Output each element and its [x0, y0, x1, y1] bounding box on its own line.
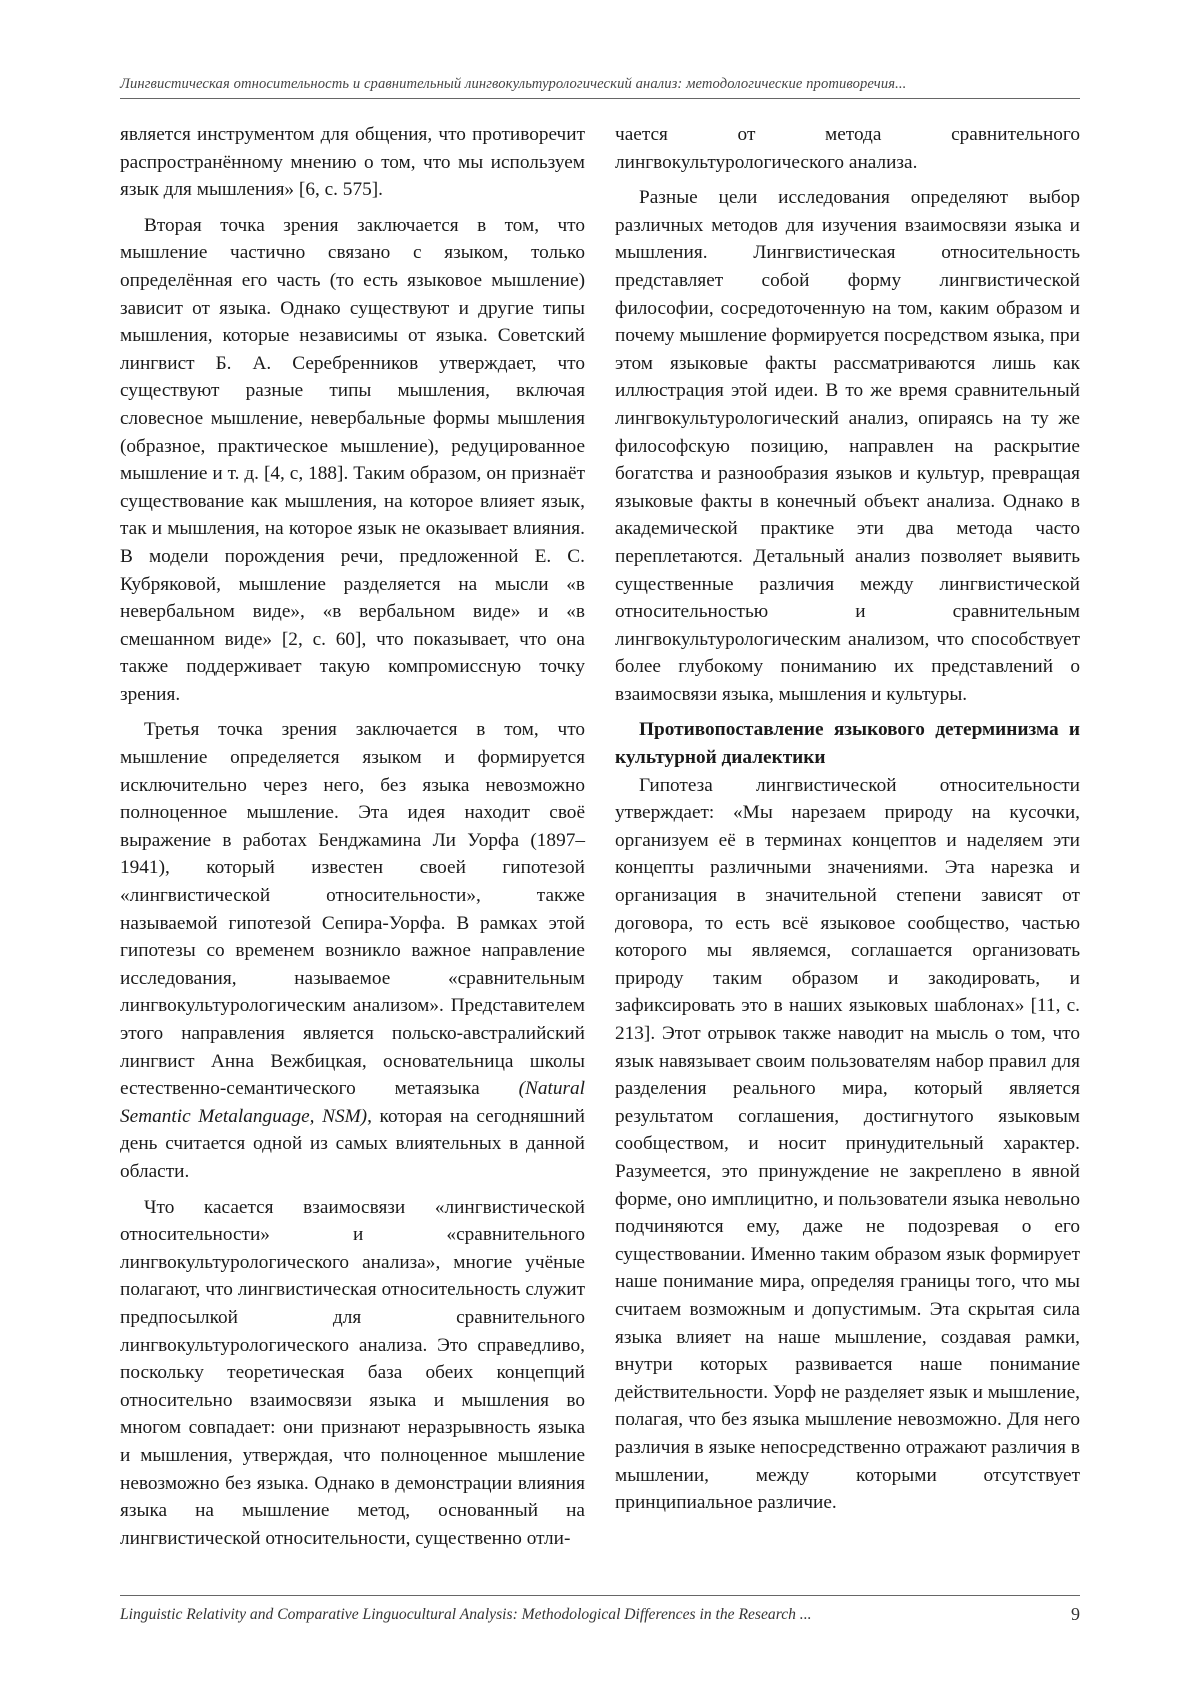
left-paragraph-1: является инструментом для общения, что противоречит распространённому мнению о том, что мы используем язык для мышления» [6, с. 575]. — [120, 124, 585, 201]
section-heading: Противопоставление языкового детерминизма и культурной диалектики — [615, 719, 1080, 769]
right-paragraph-1: чается от метода сравнительного лингвокультурологического анализа. — [615, 124, 1080, 173]
right-column — [615, 121, 1080, 1517]
page-footer — [120, 1595, 1080, 1624]
right-paragraph-2: Разные цели исследования определяют выбор различных методов для изучения взаимосвязи языка и мышления. Лингвистическая относительность представляет собой форму лингвистической философии, сосредоточенную на том, каким образом и почему мышление формируется посредством языка, при этом языковые факты рассматриваются лишь как иллюстрация этой идеи. В то же время сравнительный лингвокультурологический анализ, опираясь на ту же философскую позицию, направлен на раскрытие богатства и разнообразия языков и культур, превращая языковые факты в конечный объект анализа. Однако в академической практике эти два метода часто переплетаются. Детальный анализ позволяет выявить существенные различия между лингвистической относительностью и сравнительным лингвокультурологическим анализом, что способствует более глубокому пониманию их представлений о взаимосвязи языка, мышления и культуры. — [615, 187, 1080, 705]
footer-english-title: Linguistic Relativity and Comparative Linguocultural Analysis: Methodological Differences in the Research ... — [120, 1606, 812, 1623]
left-paragraph-3-text-b: , которая на сегодняшний день считается одной из самых влиятельных в данной области. — [120, 1105, 585, 1182]
right-paragraph-3: Гипотеза лингвистической относительности утверждает: «Мы нарезаем природу на кусочки, организуем её в терминах концептов и наделяем эти концепты различными значениями. Эта нарезка и организация в значительной степени зависят от договора, то есть всё языковое сообщество, частью которого мы являемся, соглашается организовать природу таким образом и закодировать, и зафиксировать это в наших языковых шаблонах» [11, с. 213]. Этот отрывок также наводит на мысль о том, что язык навязывает своим пользователям набор правил для разделения реального мира, который является результатом соглашения, достигнутого языковым сообществом, и носит принудительный характер. Разумеется, это принуждение не закреплено в явной форме, оно имплицитно, и пользователи языка невольно подчиняются ему, даже не подозревая о его существовании. Именно таким образом язык формирует наше понимание мира, определяя границы того, что мы считаем возможным и допустимым. Эта скрытая сила языка влияет на наше мышление, создавая рамки, внутри которых развивается наше понимание действительности. Уорф не разделяет язык и мышление, полагая, что без языка мышление невозможно. Для него различия в языке непосредственно отражают различия в мышлении, между которыми отсутствует принципиальное различие. — [615, 774, 1080, 1514]
left-paragraph-2: Вторая точка зрения заключается в том, что мышление частично связано с языком, только определённая его часть (то есть языковое мышление) зависит от языка. Однако существуют и другие типы мышления, которые независимы от языка. Советский лингвист Б. А. Серебренников утверждает, что существуют разные типы мышления, включая словесное мышление, невербальные формы мышления (образное, практическое мышление), редуцированное мышление и т. д. [4, с, 188]. Таким образом, он признаёт существование как мышления, на которое влияет язык, так и мышления, на которое язык не оказывает влияния. В модели порождения речи, предложенной Е. С. Кубряковой, мышление разделяется на мысли «в невербальном виде», «в вербальном виде» и «в смешанном виде» [2, с. 60], что показывает, что она также поддерживает такую компромиссную точку зрения. — [120, 214, 585, 705]
running-header: Лингвистическая относительность и сравнительный лингвокультурологический анализ: методологические противоречия... — [120, 76, 1080, 99]
left-paragraph-3 — [120, 716, 585, 1185]
left-paragraph-4: Что касается взаимосвязи «лингвистической относительности» и «сравнительного лингвокультурологического анализа», многие учёные полагают, что лингвистическая относительность служит предпосылкой для сравнительного лингвокультурологического анализа. Это справедливо, поскольку теоретическая база обеих концепций относительно взаимосвязи языка и мышления во многом совпадает: они признают неразрывность языка и мышления, утверждая, что полноценное мышление невозможно без языка. Однако в демонстрации влияния языка на мышление метод, основанный на лингвистической относительности, существенно отли- — [120, 1196, 585, 1549]
nsm-term: (Natural Semantic Metalanguage, NSM) — [120, 1078, 585, 1127]
page-number: 9 — [1071, 1604, 1080, 1624]
left-paragraph-3-text-a: Третья точка зрения заключается в том, что мышление определяется языком и формируется исключительно через него, без языка невозможно полноценное мышление. Эта идея находит своё выражение в работах Бенджамина Ли Уорфа (1897–1941), который известен своей гипотезой «лингвистической относительности», также называемой гипотезой Сепира-Уорфа. В рамках этой гипотезы со временем возникло важное направление исследования, называемое «сравнительным лингвокультурологическим анализом». Представителем этого направления является польско-австралийский лингвист Анна Вежбицкая, основательница школы естественно-семантического метаязыка — [120, 719, 585, 1100]
left-column — [120, 121, 585, 1552]
